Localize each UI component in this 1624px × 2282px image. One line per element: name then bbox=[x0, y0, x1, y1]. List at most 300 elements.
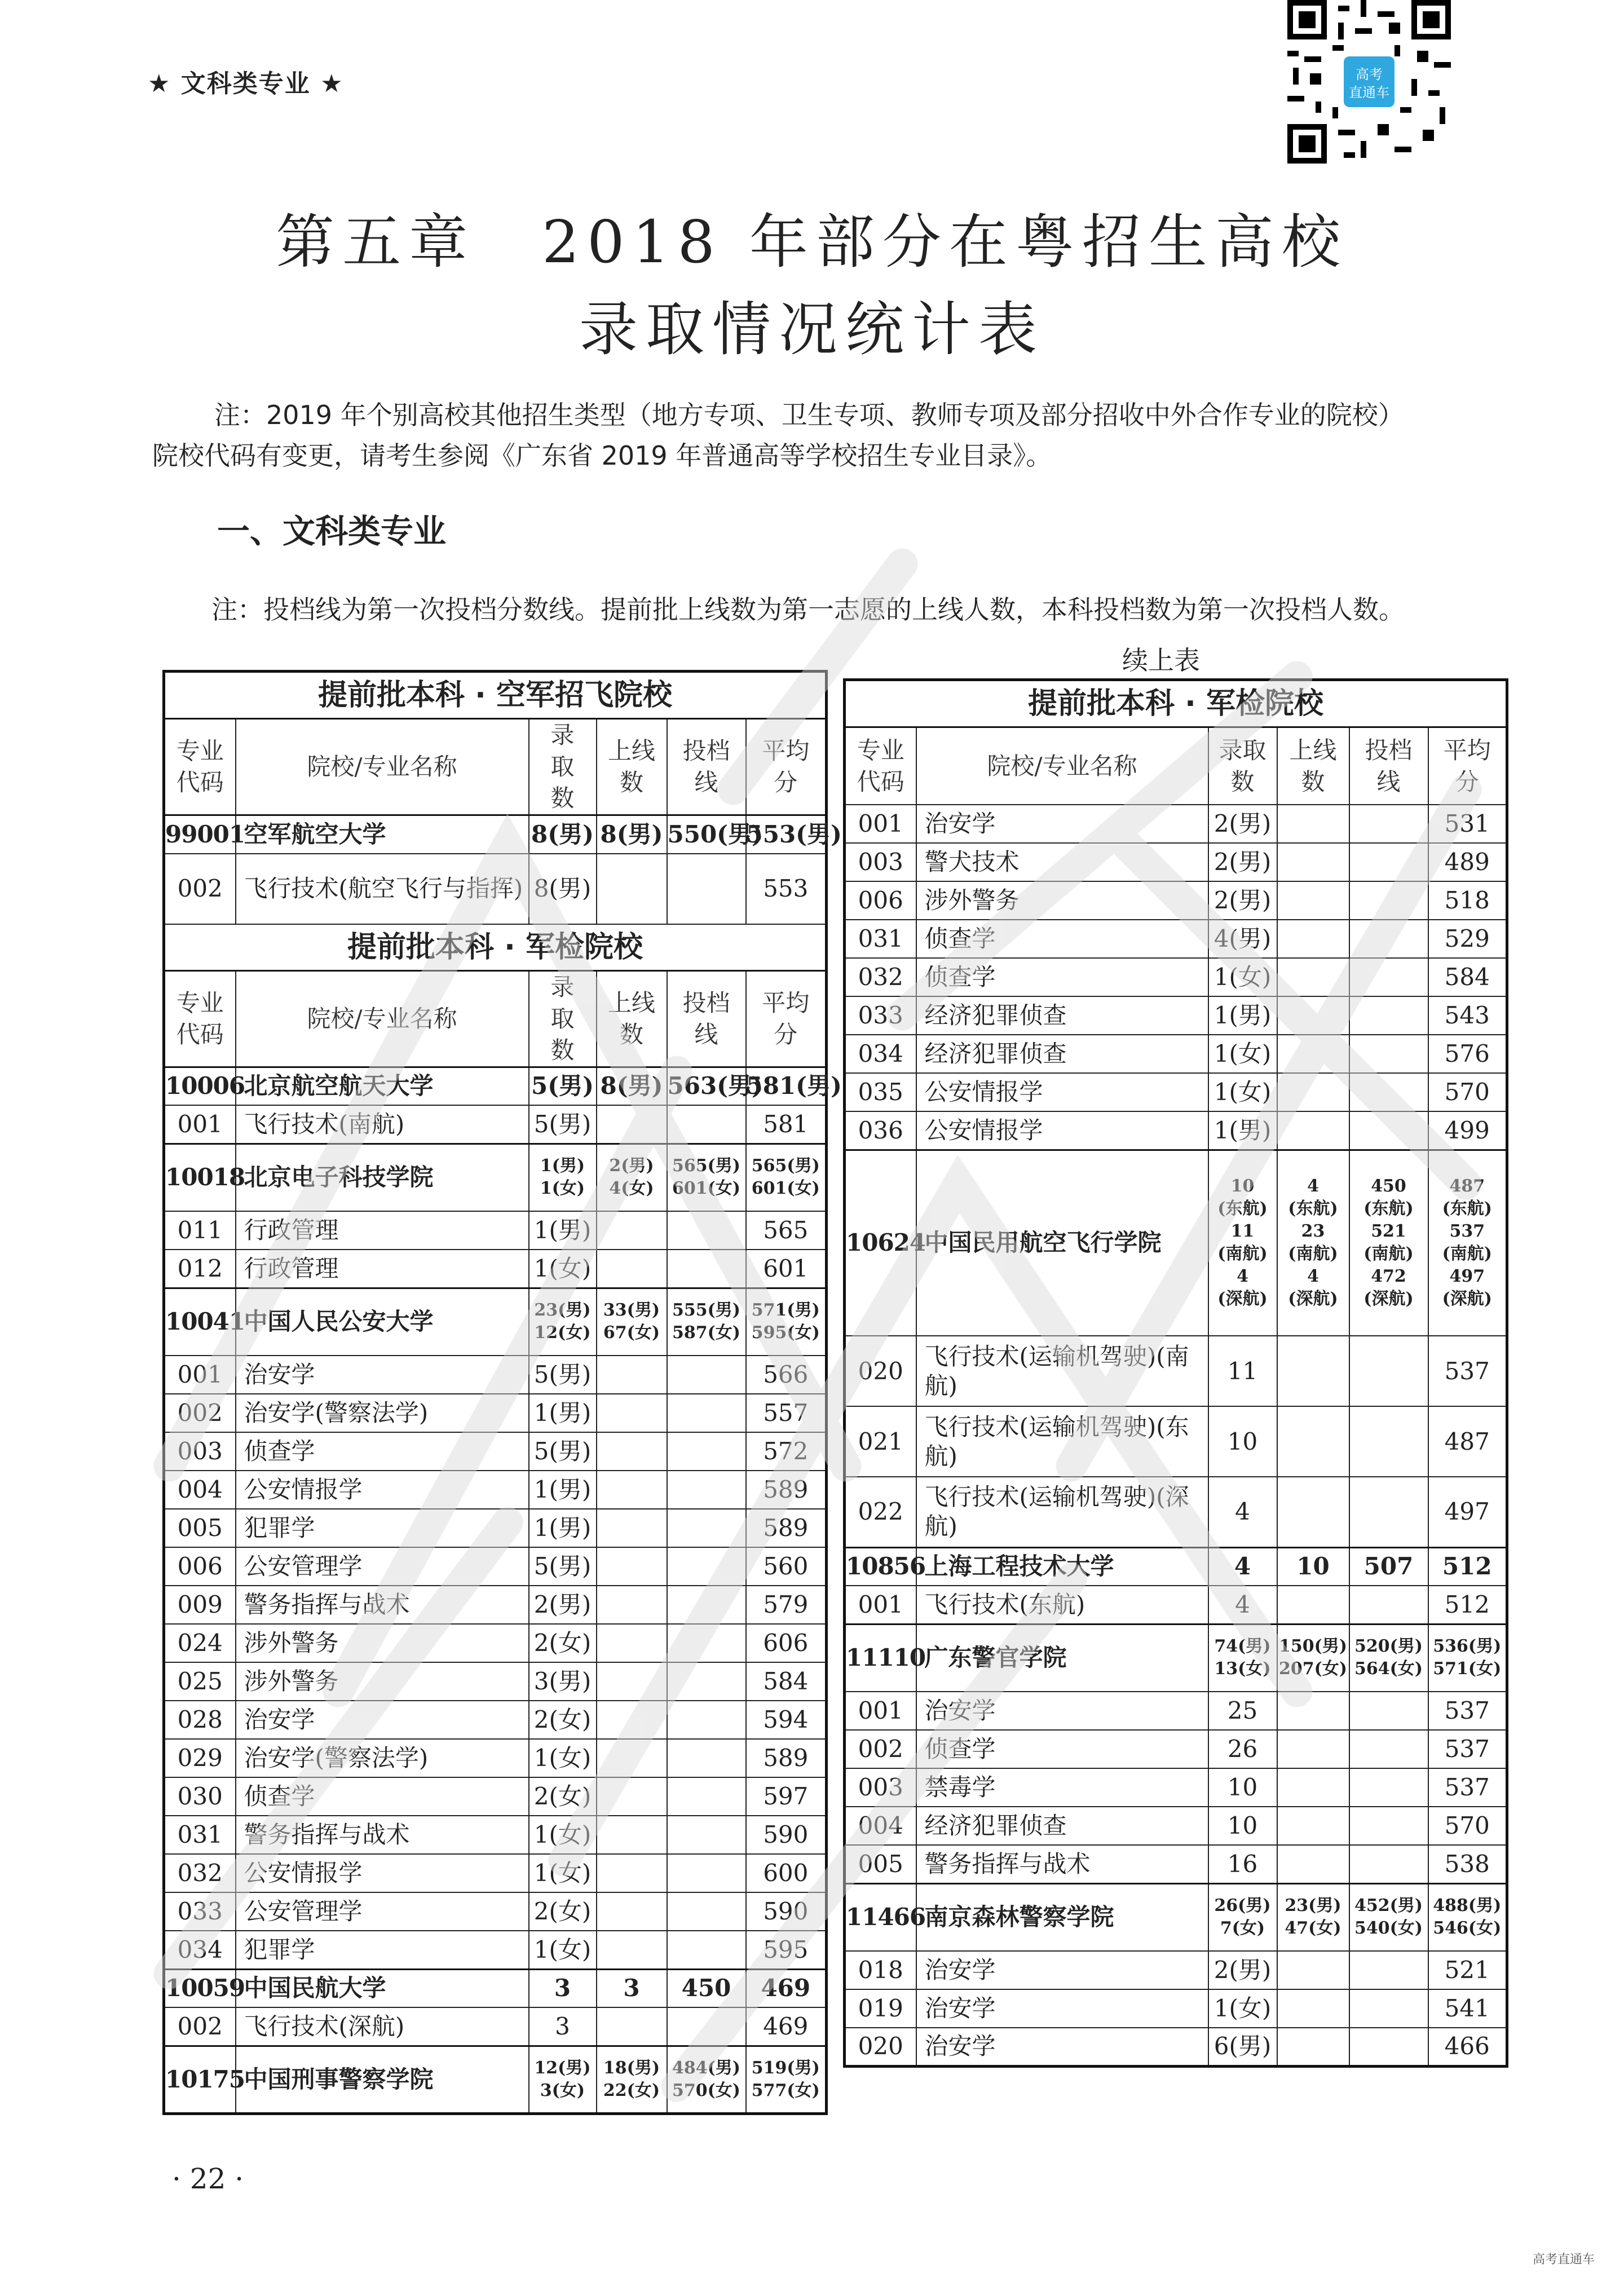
major-row bbox=[164, 1931, 827, 1969]
cell-online: 18(男) 22(女) bbox=[597, 2046, 667, 2113]
cell-cutoff bbox=[667, 1547, 746, 1586]
cell-admitted: 23(男) 12(女) bbox=[529, 1288, 597, 1356]
cell-online bbox=[597, 1471, 667, 1509]
cell-cutoff bbox=[667, 1662, 746, 1701]
cell-average: 597 bbox=[746, 1777, 827, 1816]
cell-online bbox=[1277, 1406, 1349, 1477]
cell-average: 572 bbox=[746, 1432, 827, 1471]
cell-name: 犯罪学 bbox=[236, 1509, 529, 1547]
cell-average: 469 bbox=[746, 2007, 827, 2046]
major-row bbox=[845, 1768, 1507, 1807]
cell-name: 飞行技术(深航) bbox=[236, 2007, 529, 2046]
svg-text:直通车: 直通车 bbox=[1349, 85, 1389, 101]
cell-average: 589 bbox=[746, 1509, 827, 1547]
cell-admitted: 2(女) bbox=[529, 1892, 597, 1931]
major-row bbox=[845, 2028, 1507, 2066]
major-row bbox=[845, 996, 1507, 1035]
cell-online bbox=[597, 1394, 667, 1432]
cell-admitted: 5(男) bbox=[529, 1105, 597, 1144]
cell-cutoff bbox=[1349, 1807, 1428, 1845]
major-row bbox=[845, 1845, 1507, 1883]
cell-admitted: 1(女) bbox=[529, 1854, 597, 1892]
cell-online bbox=[1277, 1477, 1349, 1547]
major-row bbox=[164, 1816, 827, 1854]
cell-code: 035 bbox=[845, 1073, 916, 1111]
cell-name: 涉外警务 bbox=[236, 1662, 529, 1701]
major-row bbox=[845, 1807, 1507, 1845]
cell-code: 034 bbox=[845, 1035, 916, 1073]
chapter-title-line2: 录取情况统计表 bbox=[579, 295, 1045, 364]
continued-label: 续上表 bbox=[1122, 645, 1200, 676]
cell-online bbox=[597, 2007, 667, 2046]
cell-online bbox=[1277, 1692, 1349, 1730]
major-row bbox=[164, 1471, 827, 1509]
cell-name: 空军航空大学 bbox=[236, 815, 529, 854]
cell-admitted: 26(男) 7(女) bbox=[1208, 1883, 1277, 1951]
school-row bbox=[845, 1150, 1507, 1336]
cell-admitted: 2(男) bbox=[1208, 843, 1277, 881]
column-header-row bbox=[845, 727, 1507, 805]
cell-cutoff bbox=[667, 1471, 746, 1509]
column-header-cutoff: 投档线 bbox=[667, 719, 746, 815]
table-section-header bbox=[845, 680, 1507, 727]
cell-admitted: 4 bbox=[1208, 1547, 1277, 1586]
cell-code: 028 bbox=[164, 1701, 236, 1739]
cell-online: 8(男) bbox=[597, 815, 667, 854]
cell-average: 531 bbox=[1428, 805, 1507, 843]
cell-cutoff bbox=[667, 1777, 746, 1816]
cell-cutoff bbox=[1349, 920, 1428, 958]
cell-admitted: 1(男) bbox=[529, 1211, 597, 1250]
right-admission-table bbox=[843, 678, 1508, 2068]
major-row bbox=[164, 1739, 827, 1777]
column-header-name: 院校/专业名称 bbox=[916, 727, 1208, 805]
cell-name: 治安学 bbox=[916, 1951, 1208, 1989]
cell-average: 581 bbox=[746, 1105, 827, 1144]
cell-code: 10059 bbox=[164, 1969, 236, 2007]
school-row bbox=[845, 1883, 1507, 1951]
school-row bbox=[845, 1624, 1507, 1692]
cell-online bbox=[597, 1931, 667, 1969]
school-row bbox=[164, 1144, 827, 1211]
cell-cutoff bbox=[667, 854, 746, 924]
cell-admitted: 1(男) 1(女) bbox=[529, 1144, 597, 1211]
cell-name: 公安情报学 bbox=[236, 1854, 529, 1892]
cell-name: 中国刑事警察学院 bbox=[236, 2046, 529, 2113]
cell-cutoff bbox=[667, 1739, 746, 1777]
cell-name: 侦查学 bbox=[236, 1777, 529, 1816]
cell-average: 595 bbox=[746, 1931, 827, 1969]
column-header-code: 专业代码 bbox=[164, 970, 236, 1067]
cell-name: 行政管理 bbox=[236, 1211, 529, 1250]
column-header-code: 专业代码 bbox=[164, 719, 236, 815]
cell-online: 23(男) 47(女) bbox=[1277, 1883, 1349, 1951]
cell-online bbox=[597, 1816, 667, 1854]
major-row bbox=[845, 1035, 1507, 1073]
cell-online bbox=[1277, 1807, 1349, 1845]
cell-online bbox=[1277, 996, 1349, 1035]
cell-code: 018 bbox=[845, 1951, 916, 1989]
major-row bbox=[164, 1624, 827, 1662]
cell-code: 019 bbox=[845, 1989, 916, 2028]
cell-online: 8(男) bbox=[597, 1067, 667, 1105]
cell-name: 南京森林警察学院 bbox=[916, 1883, 1208, 1951]
cell-code: 003 bbox=[164, 1432, 236, 1471]
cell-cutoff bbox=[667, 1250, 746, 1288]
cell-name: 公安情报学 bbox=[916, 1073, 1208, 1111]
cell-admitted: 4 bbox=[1208, 1586, 1277, 1624]
cell-code: 033 bbox=[845, 996, 916, 1035]
major-row bbox=[164, 1432, 827, 1471]
cell-average: 512 bbox=[1428, 1586, 1507, 1624]
major-row bbox=[845, 958, 1507, 996]
corner-watermark: 高考直通车 bbox=[1533, 2253, 1595, 2267]
cell-code: 006 bbox=[164, 1547, 236, 1586]
cell-cutoff: 452(男) 540(女) bbox=[1349, 1883, 1428, 1951]
cell-name: 飞行技术(运输机驾驶)(南航) bbox=[916, 1336, 1208, 1406]
cell-code: 10018 bbox=[164, 1144, 236, 1211]
cell-name: 经济犯罪侦查 bbox=[916, 1807, 1208, 1845]
cell-code: 032 bbox=[845, 958, 916, 996]
cell-name: 治安学(警察法学) bbox=[236, 1394, 529, 1432]
cell-admitted: 6(男) bbox=[1208, 2028, 1277, 2066]
page-number: · 22 · bbox=[172, 2162, 244, 2195]
school-row bbox=[164, 2046, 827, 2113]
cell-code: 003 bbox=[845, 843, 916, 881]
cell-name: 公安管理学 bbox=[236, 1892, 529, 1931]
cell-average: 537 bbox=[1428, 1692, 1507, 1730]
cell-admitted: 1(女) bbox=[529, 1931, 597, 1969]
cell-online bbox=[1277, 1035, 1349, 1073]
cell-online bbox=[597, 1662, 667, 1701]
cell-average: 590 bbox=[746, 1892, 827, 1931]
cell-online: 10 bbox=[1277, 1547, 1349, 1586]
cell-name: 北京电子科技学院 bbox=[236, 1144, 529, 1211]
cell-code: 11466 bbox=[845, 1883, 916, 1951]
cell-cutoff bbox=[1349, 1035, 1428, 1073]
cell-online bbox=[597, 1739, 667, 1777]
cell-average: 466 bbox=[1428, 2028, 1507, 2066]
cell-cutoff bbox=[1349, 1336, 1428, 1406]
cell-code: 001 bbox=[164, 1105, 236, 1144]
cell-name: 公安情报学 bbox=[916, 1111, 1208, 1150]
cell-admitted: 5(男) bbox=[529, 1067, 597, 1105]
cell-online bbox=[1277, 1586, 1349, 1624]
cell-cutoff bbox=[667, 1892, 746, 1931]
cell-online bbox=[597, 1356, 667, 1394]
cell-admitted: 2(男) bbox=[1208, 881, 1277, 920]
major-row bbox=[845, 920, 1507, 958]
column-header-admitted: 录取数 bbox=[1208, 727, 1277, 805]
cell-name: 上海工程技术大学 bbox=[916, 1547, 1208, 1586]
cell-code: 012 bbox=[164, 1250, 236, 1288]
cell-online bbox=[597, 1701, 667, 1739]
cell-name: 警务指挥与战术 bbox=[236, 1586, 529, 1624]
chapter-title-line1: 第五章 2018 年部分在粤招生高校 bbox=[276, 208, 1348, 276]
cell-admitted: 5(男) bbox=[529, 1432, 597, 1471]
cell-average: 553 bbox=[746, 854, 827, 924]
cell-average: 521 bbox=[1428, 1951, 1507, 1989]
cell-cutoff bbox=[667, 1586, 746, 1624]
school-row bbox=[164, 1288, 827, 1356]
cell-online bbox=[597, 1509, 667, 1547]
cell-name: 侦查学 bbox=[236, 1432, 529, 1471]
cell-average: 560 bbox=[746, 1547, 827, 1586]
cell-average: 543 bbox=[1428, 996, 1507, 1035]
cell-average: 566 bbox=[746, 1356, 827, 1394]
column-header-admitted: 录取数 bbox=[529, 719, 597, 815]
qr-code-icon bbox=[1287, 0, 1451, 164]
cell-cutoff bbox=[1349, 881, 1428, 920]
cell-code: 003 bbox=[845, 1768, 916, 1807]
cell-average: 589 bbox=[746, 1739, 827, 1777]
cell-code: 031 bbox=[164, 1816, 236, 1854]
cell-online bbox=[1277, 881, 1349, 920]
cell-cutoff bbox=[1349, 1951, 1428, 1989]
cell-online bbox=[597, 1586, 667, 1624]
major-row bbox=[164, 1586, 827, 1624]
cell-online: 2(男) 4(女) bbox=[597, 1144, 667, 1211]
cell-online bbox=[1277, 1989, 1349, 2028]
cell-online bbox=[597, 1892, 667, 1931]
column-header-row bbox=[164, 970, 827, 1067]
cell-code: 029 bbox=[164, 1739, 236, 1777]
cell-admitted: 8(男) bbox=[529, 854, 597, 924]
cell-online bbox=[1277, 1336, 1349, 1406]
cell-admitted: 2(男) bbox=[529, 1586, 597, 1624]
major-row bbox=[845, 881, 1507, 920]
cell-admitted: 5(男) bbox=[529, 1356, 597, 1394]
major-row bbox=[845, 1586, 1507, 1624]
cell-name: 飞行技术(航空飞行与指挥) bbox=[236, 854, 529, 924]
cell-cutoff bbox=[667, 1394, 746, 1432]
cell-admitted: 4(男) bbox=[1208, 920, 1277, 958]
cell-average: 541 bbox=[1428, 1989, 1507, 2028]
cell-code: 10006 bbox=[164, 1067, 236, 1105]
cell-code: 025 bbox=[164, 1662, 236, 1701]
cell-cutoff bbox=[667, 1509, 746, 1547]
cell-online bbox=[1277, 1768, 1349, 1807]
cell-online bbox=[1277, 805, 1349, 843]
cell-code: 030 bbox=[164, 1777, 236, 1816]
cell-online: 33(男) 67(女) bbox=[597, 1288, 667, 1356]
cell-average: 584 bbox=[1428, 958, 1507, 996]
cell-admitted: 10 bbox=[1208, 1807, 1277, 1845]
cell-average: 584 bbox=[746, 1662, 827, 1701]
major-row bbox=[845, 1692, 1507, 1730]
cell-average: 601 bbox=[746, 1250, 827, 1288]
cell-name: 涉外警务 bbox=[236, 1624, 529, 1662]
cell-cutoff bbox=[667, 1854, 746, 1892]
column-header-cutoff: 投档线 bbox=[1349, 727, 1428, 805]
section-label: 提前批本科 · 军检院校 bbox=[164, 924, 827, 971]
cell-average: 570 bbox=[1428, 1807, 1507, 1845]
cell-admitted: 10 (东航) 11 (南航) 4 (深航) bbox=[1208, 1150, 1277, 1336]
cell-average: 538 bbox=[1428, 1845, 1507, 1883]
cell-code: 006 bbox=[845, 881, 916, 920]
cell-online bbox=[597, 1250, 667, 1288]
school-row bbox=[845, 1547, 1507, 1586]
cell-name: 治安学 bbox=[236, 1701, 529, 1739]
major-row bbox=[845, 1989, 1507, 2028]
cell-average: 600 bbox=[746, 1854, 827, 1892]
cell-code: 11110 bbox=[845, 1624, 916, 1692]
cell-code: 011 bbox=[164, 1211, 236, 1250]
cell-admitted: 11 bbox=[1208, 1336, 1277, 1406]
column-header-admitted: 录取数 bbox=[529, 970, 597, 1067]
cell-average: 606 bbox=[746, 1624, 827, 1662]
cell-admitted: 10 bbox=[1208, 1406, 1277, 1477]
cell-cutoff: 565(男) 601(女) bbox=[667, 1144, 746, 1211]
cell-average: 487 bbox=[1428, 1406, 1507, 1477]
cell-average: 570 bbox=[1428, 1073, 1507, 1111]
section-title: 一、文科类专业 bbox=[217, 512, 447, 550]
cell-admitted: 4 bbox=[1208, 1477, 1277, 1547]
cell-average: 487 (东航) 537 (南航) 497 (深航) bbox=[1428, 1150, 1507, 1336]
cell-average: 565 bbox=[746, 1211, 827, 1250]
cell-name: 治安学 bbox=[236, 1356, 529, 1394]
major-row bbox=[845, 1406, 1507, 1477]
cell-average: 488(男) 546(女) bbox=[1428, 1883, 1507, 1951]
cell-admitted: 1(男) bbox=[529, 1471, 597, 1509]
cell-cutoff: 450 (东航) 521 (南航) 472 (深航) bbox=[1349, 1150, 1428, 1336]
cell-average: 489 bbox=[1428, 843, 1507, 881]
cell-admitted: 26 bbox=[1208, 1730, 1277, 1768]
cell-online bbox=[597, 1432, 667, 1471]
major-row bbox=[845, 1111, 1507, 1150]
cell-average: 519(男) 577(女) bbox=[746, 2046, 827, 2113]
cell-name: 经济犯罪侦查 bbox=[916, 1035, 1208, 1073]
cell-cutoff bbox=[1349, 2028, 1428, 2066]
cell-code: 022 bbox=[845, 1477, 916, 1547]
major-row bbox=[164, 1211, 827, 1250]
cell-code: 004 bbox=[164, 1471, 236, 1509]
cell-average: 590 bbox=[746, 1816, 827, 1854]
major-row bbox=[164, 1356, 827, 1394]
cell-cutoff bbox=[667, 1624, 746, 1662]
cell-code: 004 bbox=[845, 1807, 916, 1845]
cell-admitted: 3 bbox=[529, 1969, 597, 2007]
cell-average: 497 bbox=[1428, 1477, 1507, 1547]
cell-online: 150(男) 207(女) bbox=[1277, 1624, 1349, 1692]
cell-admitted: 1(女) bbox=[1208, 1035, 1277, 1073]
column-header-name: 院校/专业名称 bbox=[236, 719, 529, 815]
cell-admitted: 2(男) bbox=[1208, 805, 1277, 843]
cell-cutoff bbox=[1349, 1989, 1428, 2028]
section-label: 提前批本科 · 军检院校 bbox=[845, 680, 1507, 727]
cell-code: 020 bbox=[845, 2028, 916, 2066]
cell-cutoff bbox=[1349, 1768, 1428, 1807]
cell-name: 侦查学 bbox=[916, 1730, 1208, 1768]
cell-cutoff bbox=[667, 1701, 746, 1739]
cell-cutoff bbox=[667, 1931, 746, 1969]
cell-online bbox=[597, 1854, 667, 1892]
cell-admitted: 3(男) bbox=[529, 1662, 597, 1701]
cell-name: 中国民航大学 bbox=[236, 1969, 529, 2007]
cell-code: 032 bbox=[164, 1854, 236, 1892]
cell-admitted: 74(男) 13(女) bbox=[1208, 1624, 1277, 1692]
cell-name: 广东警官学院 bbox=[916, 1624, 1208, 1692]
cell-code: 005 bbox=[164, 1509, 236, 1547]
cell-online: 3 bbox=[597, 1969, 667, 2007]
cell-online bbox=[1277, 1730, 1349, 1768]
cell-admitted: 12(男) 3(女) bbox=[529, 2046, 597, 2113]
cell-online: 4 (东航) 23 (南航) 4 (深航) bbox=[1277, 1150, 1349, 1336]
note-definitions: 注：投档线为第一次投档分数线。提前批上线数为第一志愿的上线人数，本科投档数为第一次投档人数。 bbox=[211, 594, 1405, 625]
column-header-average: 平均分 bbox=[746, 719, 827, 815]
cell-name: 警务指挥与战术 bbox=[236, 1816, 529, 1854]
cell-name: 涉外警务 bbox=[916, 881, 1208, 920]
column-header-row bbox=[164, 719, 827, 815]
cell-name: 公安管理学 bbox=[236, 1547, 529, 1586]
cell-name: 飞行技术(南航) bbox=[236, 1105, 529, 1144]
cell-code: 001 bbox=[845, 1586, 916, 1624]
cell-name: 治安学 bbox=[916, 805, 1208, 843]
cell-cutoff: 563(男) bbox=[667, 1067, 746, 1105]
cell-admitted: 1(男) bbox=[529, 1394, 597, 1432]
column-header-average: 平均分 bbox=[746, 970, 827, 1067]
cell-cutoff bbox=[1349, 1730, 1428, 1768]
major-row bbox=[164, 1509, 827, 1547]
cell-admitted: 5(男) bbox=[529, 1547, 597, 1586]
major-row bbox=[845, 1477, 1507, 1547]
cell-code: 020 bbox=[845, 1336, 916, 1406]
column-header-cutoff: 投档线 bbox=[667, 970, 746, 1067]
cell-code: 10041 bbox=[164, 1288, 236, 1356]
cell-online bbox=[1277, 1951, 1349, 1989]
cell-admitted: 25 bbox=[1208, 1692, 1277, 1730]
cell-admitted: 10 bbox=[1208, 1768, 1277, 1807]
cell-average: 537 bbox=[1428, 1336, 1507, 1406]
major-row bbox=[164, 1105, 827, 1144]
cell-online bbox=[1277, 958, 1349, 996]
cell-online bbox=[1277, 920, 1349, 958]
cell-average: 537 bbox=[1428, 1768, 1507, 1807]
major-row bbox=[164, 1547, 827, 1586]
cell-name: 中国人民公安大学 bbox=[236, 1288, 529, 1356]
cell-admitted: 3 bbox=[529, 2007, 597, 2046]
table-section-header bbox=[164, 924, 827, 971]
cell-online bbox=[597, 1624, 667, 1662]
cell-cutoff: 484(男) 570(女) bbox=[667, 2046, 746, 2113]
cell-average: 565(男) 601(女) bbox=[746, 1144, 827, 1211]
cell-cutoff bbox=[1349, 1406, 1428, 1477]
cell-name: 公安情报学 bbox=[236, 1471, 529, 1509]
cell-cutoff bbox=[1349, 996, 1428, 1035]
cell-average: 589 bbox=[746, 1471, 827, 1509]
cell-name: 飞行技术(东航) bbox=[916, 1586, 1208, 1624]
major-row bbox=[845, 1073, 1507, 1111]
cell-cutoff bbox=[1349, 843, 1428, 881]
cell-code: 002 bbox=[845, 1730, 916, 1768]
cell-admitted: 2(男) bbox=[1208, 1951, 1277, 1989]
cell-online bbox=[1277, 1845, 1349, 1883]
cell-code: 024 bbox=[164, 1624, 236, 1662]
cell-admitted: 1(男) bbox=[529, 1509, 597, 1547]
cell-name: 中国民用航空飞行学院 bbox=[916, 1150, 1208, 1336]
cell-name: 飞行技术(运输机驾驶)(东航) bbox=[916, 1406, 1208, 1477]
cell-admitted: 1(女) bbox=[1208, 958, 1277, 996]
column-header-code: 专业代码 bbox=[845, 727, 916, 805]
cell-admitted: 8(男) bbox=[529, 815, 597, 854]
cell-code: 002 bbox=[164, 1394, 236, 1432]
cell-admitted: 1(女) bbox=[529, 1816, 597, 1854]
cell-name: 飞行技术(运输机驾驶)(深航) bbox=[916, 1477, 1208, 1547]
cell-cutoff: 550(男) bbox=[667, 815, 746, 854]
cell-code: 005 bbox=[845, 1845, 916, 1883]
column-header-online: 上线数 bbox=[1277, 727, 1349, 805]
cell-average: 537 bbox=[1428, 1730, 1507, 1768]
